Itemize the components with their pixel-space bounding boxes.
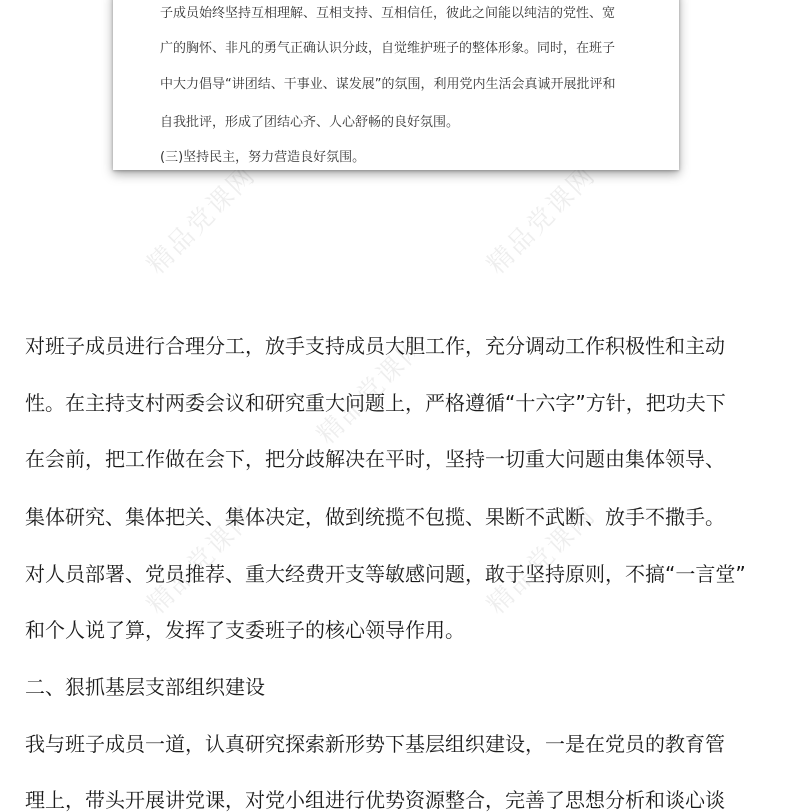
card-line: 子成员始终坚持互相理解、互相支持、互相信任，彼此之间能以纯洁的党性、宽 — [160, 6, 616, 21]
watermark: 精品党课网 — [481, 160, 602, 281]
paragraph-line: 和个人说了算，发挥了支委班子的核心领导作用。 — [25, 618, 465, 642]
watermark: 精品党课网 — [141, 500, 262, 621]
paragraph-line: 我与班子成员一道，认真研究探索新形势下基层组织建设，一是在党员的教育管 — [25, 732, 725, 756]
paragraph-line: 在会前，把工作做在会下，把分歧解决在平时，坚持一切重大问题由集体领导、 — [25, 447, 725, 471]
card-line: 自我批评，形成了团结心齐、人心舒畅的良好氛围。 — [160, 115, 460, 130]
watermark: 精品党课网 — [311, 330, 432, 451]
section-heading: 二、狠抓基层支部组织建设 — [25, 675, 265, 699]
paragraph-line: 集体研究、集体把关、集体决定，做到统揽不包揽、果断不武断、放手不撒手。 — [25, 505, 725, 529]
watermark: 精品党课网 — [481, 500, 602, 621]
paragraph-line: 理上，带头开展讲党课，对党小组进行优势资源整合，完善了思想分析和谈心谈 — [25, 788, 725, 812]
paragraph-line: 对班子成员进行合理分工，放手支持成员大胆工作，充分调动工作积极性和主动 — [25, 334, 725, 358]
card-line: 广的胸怀、非凡的勇气正确认识分歧，自觉维护班子的整体形象。同时，在班子 — [160, 41, 616, 56]
watermark: 精品党课网 — [141, 160, 262, 281]
card-line: 中大力倡导“讲团结、干事业、谋发展”的氛围，利用党内生活会真诚开展批评和 — [160, 77, 616, 92]
paragraph-line: 对人员部署、党员推荐、重大经费开支等敏感问题，敢于坚持原则，不搞“一言堂” — [25, 562, 746, 586]
paragraph-line: 性。在主持支村两委会议和研究重大问题上，严格遵循“十六字”方针，把功夫下 — [25, 391, 726, 415]
card-line: (三)坚持民主，努力营造良好氛围。 — [160, 150, 366, 165]
